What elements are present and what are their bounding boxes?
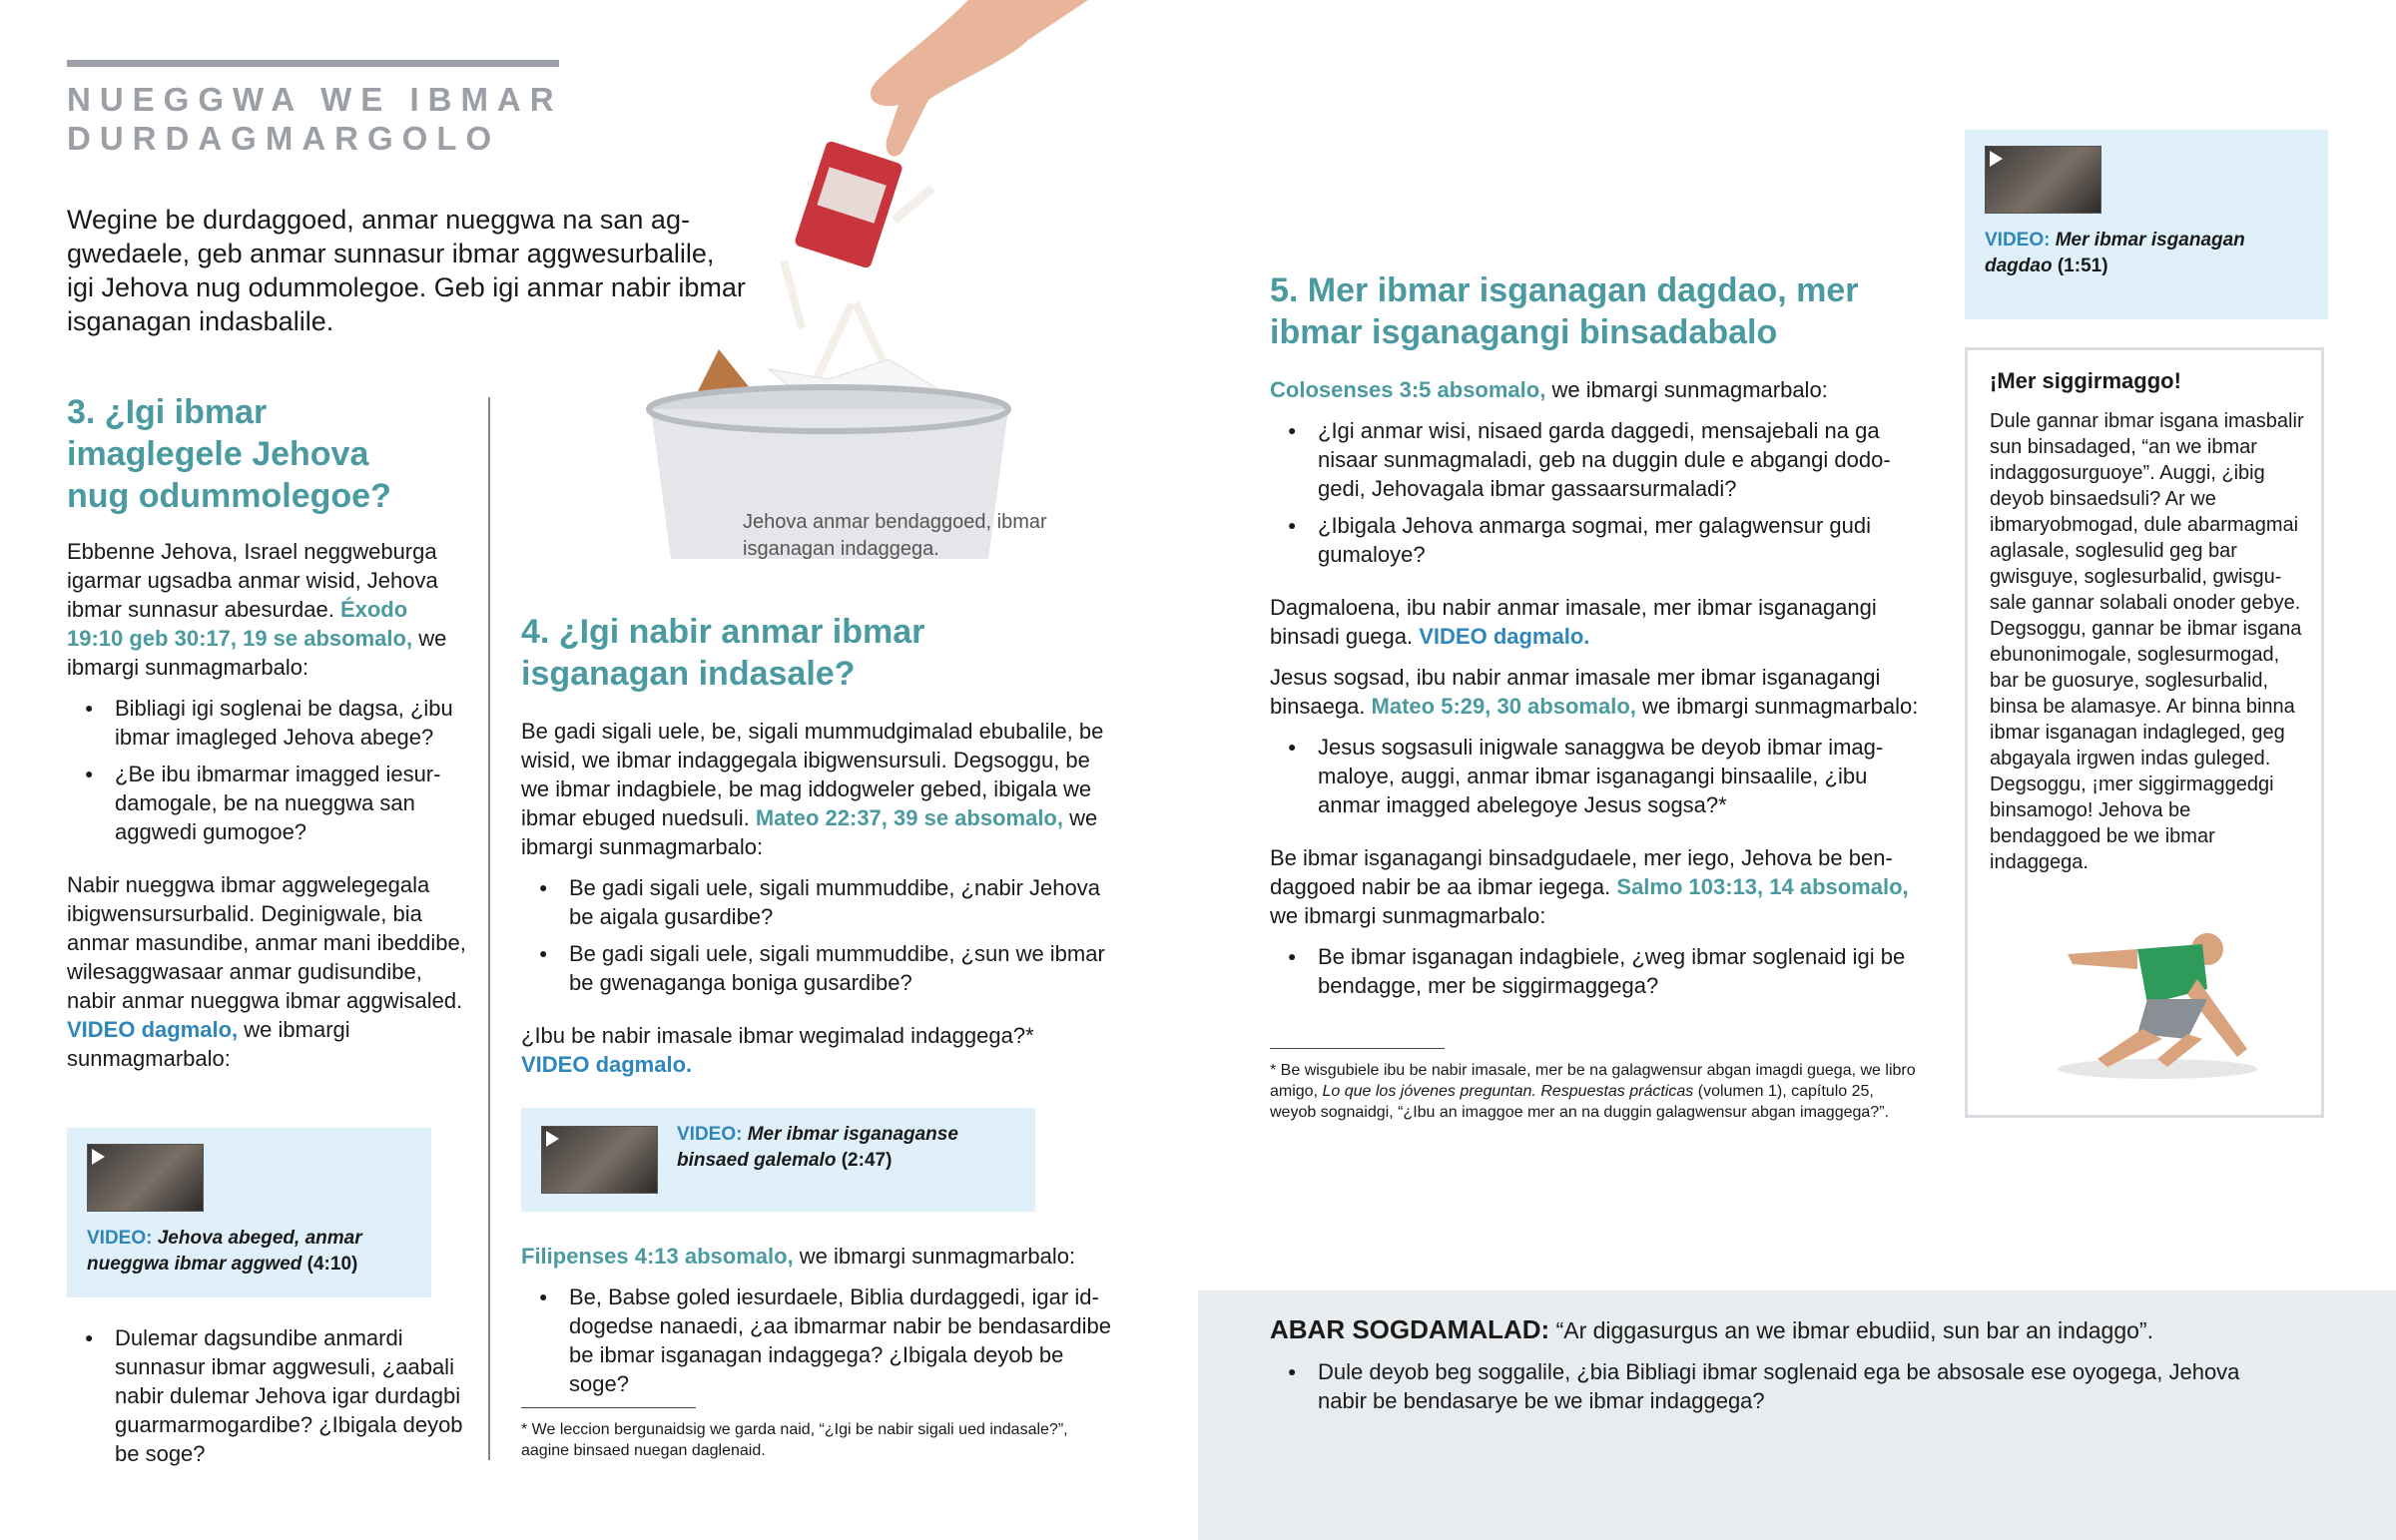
intro-paragraph: Wegine be durdaggoed, anmar nueggwa na san aggwedaele, geb anmar sunnasur ibmar aggwesurbalile, igi Jehova nug odummolegoe. Geb igi anmar nabir ibmar isganagan indasbalile.: [67, 205, 746, 336]
list-item: ● Be ibmar isganagan indagbiele, ¿weg ibmar soglenaid igi be bendagge, mer be siggirmaggega?: [1318, 942, 1929, 1000]
list-item: ● Bibliagi igi soglenai be dagsa, ¿ibu ibmar imagleged Jehova abege?: [115, 694, 466, 752]
play-icon: [1990, 151, 2003, 167]
scripture-link-colosenses[interactable]: Colosenses 3:5 absomalo,: [1270, 377, 1546, 402]
header-rule: [67, 60, 559, 67]
section-5-paragraph-1: Colosenses 3:5 absomalo, we ibmargi sunmagmarbalo:: [1270, 377, 1828, 402]
column-divider: [488, 397, 490, 1460]
scripture-link-exodo[interactable]: Éxodo 19:10 geb 30:17, 19 se absomalo,: [67, 597, 413, 651]
list-item: ● Jesus sogsasuli inigwale sanaggwa be deyob ibmar imagmaloye, auggi, anmar ibmar isganagangi binsaalile, ¿ibu anmar imagged abelegoye Jesus sogsa?*: [1318, 733, 1929, 819]
page-title-line2: DURDAGMARGOLO: [67, 120, 501, 157]
section-5-bullets-2: [1270, 733, 1929, 819]
section-4-continued: [521, 1242, 1120, 1406]
encouragement-box: [1965, 347, 2324, 1118]
bottom-summary: [1270, 1315, 2268, 1423]
video-thumbnail[interactable]: [541, 1126, 658, 1194]
box-title: ¡Mer siggirmaggo!: [1990, 368, 2181, 393]
list-item: ● Dulemar dagsundibe anmardi sunnasur ibmar aggwesuli, ¿aabali nabir dulemar Jehova igar durdagbi guarmarmogardibe? ¿Ibigala deyob be soge?: [115, 1323, 474, 1468]
section-5: [1270, 269, 1929, 1008]
video-thumbnail[interactable]: [87, 1144, 204, 1212]
footnote-4: * We leccion bergunaidsig we garda naid, “¿Igi be nabir sigali ued indasale?”, aagine binsaed nuegan daglenaid.: [521, 1421, 1068, 1459]
section-4-paragraph-1: Be gadi sigali uele, be, sigali mummudgimalad ebubalile, be wisid, we ibmar indaggegala ibigwensursuli. Degsoggu, be we ibmar indagbiele, be mag iddogweler gebed, ibigala we ibmar ebuged nuedsuli. Mateo 22:37, 39 se absomalo, we ibmargi sunmagmarbalo:: [521, 719, 1104, 859]
section-3-paragraph-2: Nabir nueggwa ibmar aggwelegegala ibigwensursurbalid. Deginigwale, bia anmar masundibe, anmar mani ibeddibe, wilesaggwasaar anmar gudisundibe, nabir anmar nueggwa ibmar aggwisaled. VIDEO dagmalo, we ibmargi sunmagmarbalo:: [67, 872, 466, 1071]
box-text: Dule gannar ibmar isgana imasbalir sun binsadaged, “an we ibmar indaggosurguoye”. Auggi, ¿ibig deyob binsaedsuli? Ar we ibmaryobmogad, dule abarmagmai aglasale, soglesulid geg bar gwisguye, soglesurbalid, gwisgusale gannar solabali onoder gebye. Degsoggu, gannar be ibmar isgana ebunonimogale, soglesurmogad, bar be guosurye, soglesurbalid, binsa be alamasye. Ar binna binna ibmar isganagan indagleged, geg abgayala irgwen indas guleged. Degsoggu, ¡mer siggirmaggedgi binsamogo! Jehova be bendaggoed be we ibmar indaggega.: [1990, 410, 2304, 873]
summary-bullets: [1270, 1357, 2276, 1415]
footnote-5: * Be wisgubiele ibu be nabir imasale, mer be na galagwensur abgan imagdi guega, we libro amigo, Lo que los jóvenes preguntan. Respuestas prácticas (volumen 1), capítulo 25, weyob sognaidgi, “¿Ibu an imaggoe mer an na duggin galagwensur abgan imaggega?”.: [1270, 1062, 1916, 1121]
video-link[interactable]: VIDEO dagmalo,: [67, 1017, 239, 1042]
cigarette-icon: [892, 185, 935, 224]
section-4-paragraph-2: ¿Ibu be nabir imasale ibmar wegimalad indaggega?* VIDEO dagmalo.: [521, 1023, 1034, 1077]
video-thumbnail[interactable]: [1985, 146, 2101, 214]
video-link[interactable]: VIDEO dagmalo.: [521, 1052, 693, 1077]
section-3-bullets-last: [67, 1323, 474, 1476]
video-caption: VIDEO: Jehova abeged, anmar nueggwa ibmar aggwed (4:10): [87, 1228, 362, 1275]
section-5-title: 5. Mer ibmar isganagan dagdao, mer ibmar isganagangi binsadabalo: [1270, 271, 1859, 351]
section-3-bullets: [67, 694, 466, 846]
page-title-line1: NUEGGWA WE IBMAR: [67, 81, 563, 118]
image-caption: Jehova anmar bendaggoed, ibmar isganagan indaggega.: [743, 511, 1047, 560]
section-4-title: 4. ¿Igi nabir anmar ibmar isganagan indasale?: [521, 613, 925, 693]
hand-icon: [871, 0, 1088, 157]
trash-illustration: [629, 0, 1108, 559]
list-item: ● ¿Igi anmar wisi, nisaed garda daggedi, mensajebali na ga nisaar sunmagmaladi, geb na duggin dule e abgangi dodogedi, Jehovagala ibmar gassaarsurmaladi?: [1318, 416, 1929, 503]
section-3-paragraph-1: Ebbenne Jehova, Israel neggweburga igarmar ugsadba anmar wisid, Jehova ibmar sunnasur abesurdae. Éxodo 19:10 geb 30:17, 19 se absomalo, we ibmargi sunmagmarbalo:: [67, 539, 447, 680]
section-5-paragraph-2: Dagmaloena, ibu nabir anmar imasale, mer ibmar isganagangi binsadi guega. VIDEO dagmalo.: [1270, 595, 1877, 649]
footnote-rule: [1270, 1048, 1445, 1049]
section-4-bullets: [521, 873, 1120, 997]
video-caption: VIDEO: Mer ibmar isganaganse binsaed galemalo (2:47): [677, 1124, 958, 1171]
video-card-5[interactable]: [1965, 130, 2328, 319]
section-3-title: 3. ¿Igi ibmar imaglegele Jehova nug odummolegoe?: [67, 393, 391, 515]
scripture-link-mateo-22[interactable]: Mateo 22:37, 39 se absomalo,: [755, 805, 1063, 830]
play-icon: [92, 1149, 105, 1165]
summary-heading: ABAR SOGDAMALAD: “Ar diggasurgus an we ibmar ebudiid, sun bar an indaggo”.: [1270, 1314, 2153, 1344]
section-5-bullets-1: [1270, 416, 1929, 569]
list-item: ● Dule deyob beg soggalile, ¿bia Bibliagi ibmar soglenaid ega be absosale ese oyogega, Jehova nabir be bendasarye be we ibmar indaggega?: [1318, 1357, 2276, 1415]
play-icon: [546, 1131, 559, 1147]
section-4-bullets-last: [521, 1283, 1120, 1398]
section-5-paragraph-4: Be ibmar isganagangi binsadgudaele, mer iego, Jehova be bendaggoed nabir be aa ibmar iegega. Salmo 103:13, 14 absomalo, we ibmargi sunmagmarbalo:: [1270, 845, 1909, 928]
list-item: ● Be gadi sigali uele, sigali mummuddibe, ¿nabir Jehova be aigala gusardibe?: [569, 873, 1120, 931]
section-5-bullets-3: [1270, 942, 1929, 1000]
list-item: ● ¿Be ibu ibmarmar imagged iesurdamogale, be na nueggwa san aggwedi gumogoe?: [115, 760, 466, 846]
video-card-3[interactable]: [67, 1128, 431, 1297]
scripture-link-salmo[interactable]: Salmo 103:13, 14 absomalo,: [1616, 874, 1909, 899]
video-link[interactable]: VIDEO dagmalo.: [1419, 624, 1590, 649]
list-item: ● Be gadi sigali uele, sigali mummuddibe, ¿sun we ibmar be gwenaganga boniga gusardibe?: [569, 939, 1120, 997]
section-4-paragraph-3: Filipenses 4:13 absomalo, we ibmargi sunmagmarbalo:: [521, 1244, 1076, 1269]
scripture-link-filipenses[interactable]: Filipenses 4:13 absomalo,: [521, 1244, 794, 1269]
scripture-link-mateo-5[interactable]: Mateo 5:29, 30 absomalo,: [1371, 694, 1636, 719]
video-card-4[interactable]: [521, 1108, 1035, 1212]
list-item: ● Be, Babse goled iesurdaele, Biblia durdaggedi, igar iddogedse nanaedi, ¿aa ibmarmar nabir be bendasardibe be ibmar isganagan indaggega? ¿Ibigala deyob be soge?: [569, 1283, 1120, 1398]
section-3: [67, 391, 466, 1073]
list-item: ● ¿Ibigala Jehova anmarga sogmai, mer galagwensur gudi gumaloye?: [1318, 511, 1929, 569]
runner-illustration: [2038, 909, 2277, 1089]
section-4: [521, 611, 1120, 1079]
section-5-paragraph-3: Jesus sogsad, ibu nabir anmar imasale mer ibmar isganagangi binsaega. Mateo 5:29, 30 absomalo, we ibmargi sunmagmarbalo:: [1270, 665, 1919, 719]
footnote-rule: [521, 1407, 696, 1408]
page-title: [67, 80, 563, 158]
video-caption: VIDEO: Mer ibmar isganagan dagdao (1:51): [1985, 230, 2245, 276]
